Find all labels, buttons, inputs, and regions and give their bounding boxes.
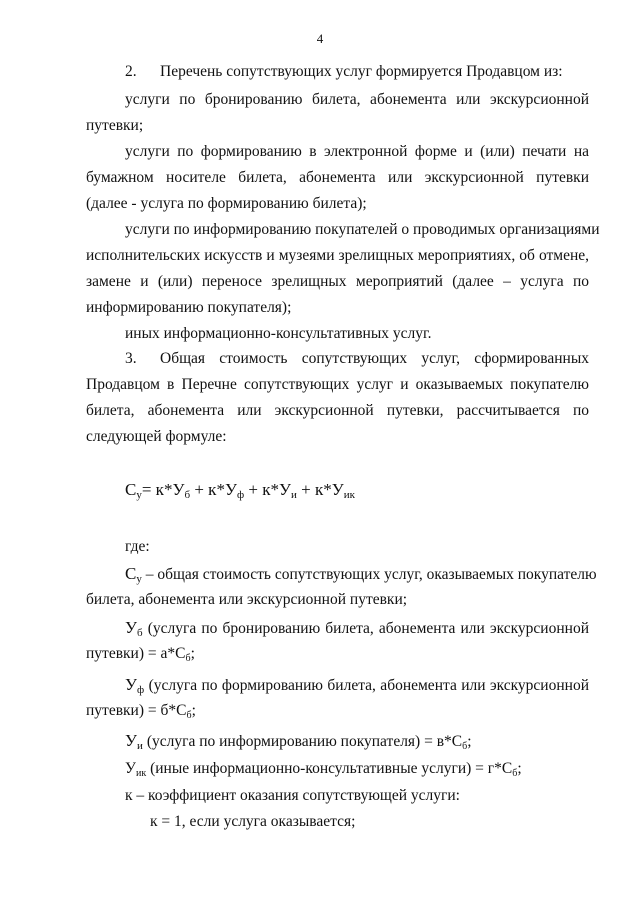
service-forming-line-2: бумажном носителе билета, абонемента или экскурсионной путевки xyxy=(86,169,589,186)
def-cu-line-2: билета, абонемента или экскурсионной путевки; xyxy=(86,591,408,608)
service-forming-line-1: услуги по формированию в электронной форме и (или) печати на xyxy=(125,143,589,160)
service-other-line: иных информационно-консультативных услуг. xyxy=(125,325,432,342)
item-3-line-1: Общая стоимость сопутствующих услуг, сформированных xyxy=(160,350,589,367)
item-2-number: 2. xyxy=(125,63,137,80)
def-uf-line-1: $У_ф$ (услуга по формированию билета, абонемента или экскурсионной xyxy=(125,675,589,696)
service-informing-line-4: информированию покупателя); xyxy=(86,299,292,316)
def-uf-line-2: путевки) = б*Сб; xyxy=(86,702,196,721)
item-3-line-2: Продавцом в Перечне сопутствующих услуг и оказываемых покупателю xyxy=(86,376,589,393)
def-ub-line-2: путевки) = а*Сб; xyxy=(86,645,195,664)
item-2-heading: Перечень сопутствующих услуг формируется Продавцом из: xyxy=(160,63,563,80)
cost-formula: $С_у= к*У_б + к*У_ф + к*У_и + к*У_{ик}$ xyxy=(125,480,356,501)
k-case-line: к = 1, если услуга оказывается; xyxy=(150,813,356,830)
page-number: 4 xyxy=(316,31,324,46)
service-informing-line-2: исполнительских искусств и музеями зрелищных мероприятиях, об отмене, xyxy=(86,247,589,264)
service-informing-line-1: услуги по информированию покупателей о проводимых организациями xyxy=(125,221,600,238)
where-label: где: xyxy=(125,538,150,555)
item-3-line-4: следующей формуле: xyxy=(86,428,227,445)
def-uik-line: Уик (иные информационно-консультативные услуги) = г*Сб; xyxy=(125,760,522,779)
service-booking-line-1: услуги по бронированию билета, абонемента или экскурсионной xyxy=(125,91,589,108)
def-ui-line: $У_и$ (услуга по информированию покупателя) = в*Сб; xyxy=(125,731,472,752)
k-definition: к – коэффициент оказания сопутствующей услуги: xyxy=(125,787,460,804)
service-informing-line-3: замене и (или) переносе зрелищных мероприятий (далее – услуга по xyxy=(86,273,589,290)
service-booking-line-2: путевки; xyxy=(86,117,144,134)
item-3-number: 3. xyxy=(125,350,137,367)
service-forming-line-3: (далее - услуга по формированию билета); xyxy=(86,195,367,212)
def-cu-line-1: $С_у$ – общая стоимость сопутствующих услуг, оказываемых покупателю xyxy=(125,564,597,585)
def-ub-line-1: $У_б$ (услуга по бронированию билета, абонемента или экскурсионной xyxy=(125,618,589,639)
item-3-line-3: билета, абонемента или экскурсионной путевки, рассчитывается по xyxy=(86,402,589,419)
